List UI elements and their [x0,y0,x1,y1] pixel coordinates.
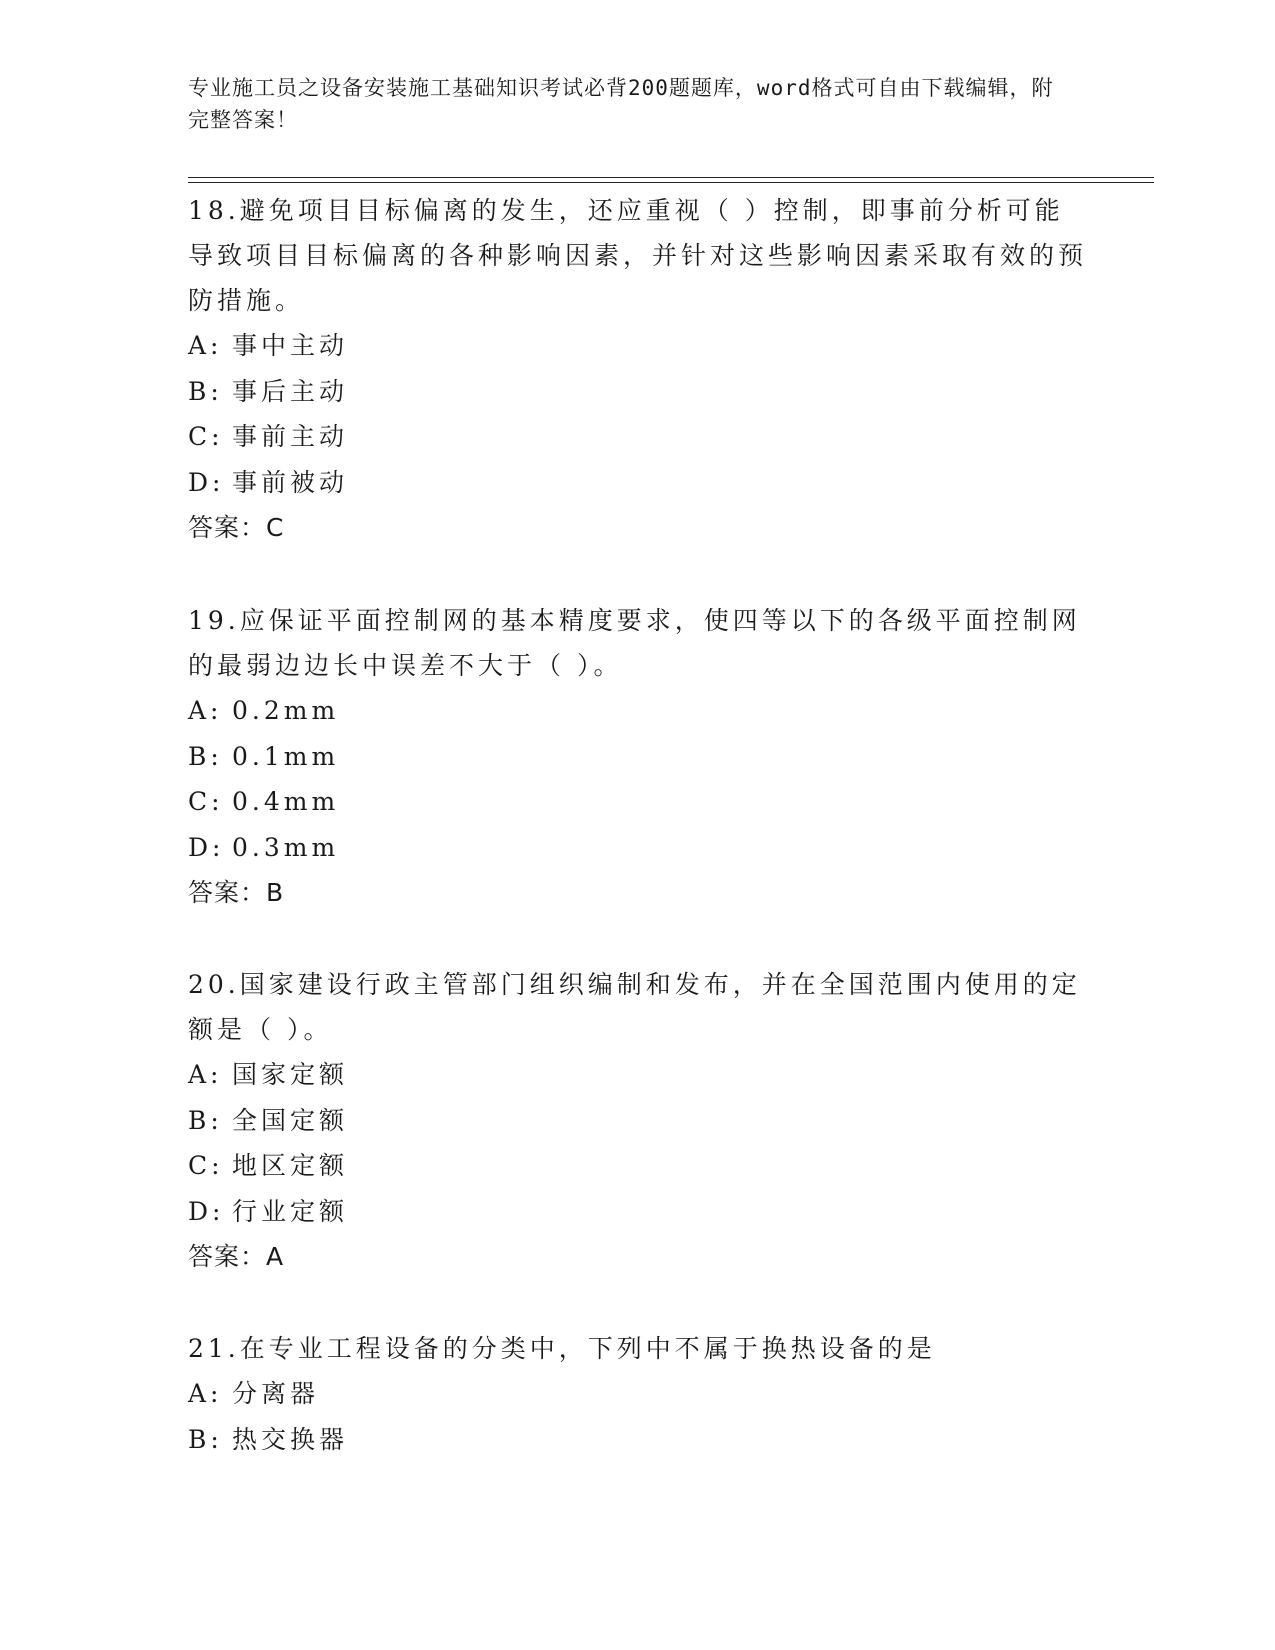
option-letter: D: [188,467,225,497]
option-text: 热交换器 [232,1424,349,1454]
option-letter: B: [188,1424,223,1454]
question-number: 19. [188,606,240,635]
option-letter: B: [188,741,223,771]
option-c [188,779,1088,825]
option-letter: C: [188,422,224,451]
option-text: 0.4mm [232,787,340,816]
option-text: 事中主动 [232,331,349,360]
question-text [188,188,1088,323]
question-20 [188,962,1088,1279]
question-stem: 国家建设行政主管部门组织编制和发布，并在全国范围内使用的定额是（ ）。 [188,970,1081,1044]
option-b [188,734,1088,780]
option-d [188,1189,1088,1235]
option-a [188,323,1088,369]
option-text: 事前被动 [232,467,349,497]
option-text: 分离器 [232,1379,320,1408]
question-stem: 在专业工程设备的分类中，下列中不属于换热设备的是 [239,1334,936,1363]
option-letter: A: [188,1379,223,1408]
option-d [188,460,1088,506]
option-text: 事后主动 [232,376,349,406]
option-letter: C: [188,1151,224,1180]
question-number: 21. [188,1334,240,1363]
option-text: 行业定额 [232,1196,349,1226]
option-b [188,369,1088,415]
option-text: 地区定额 [232,1151,349,1180]
option-text: 0.3mm [232,832,340,862]
question-number: 18. [188,196,240,225]
option-letter: A: [188,331,223,360]
option-text: 0.2mm [232,696,340,725]
option-c [188,414,1088,460]
option-text: 事前主动 [232,422,349,451]
question-text [188,962,1088,1052]
option-letter: C: [188,787,224,816]
question-stem: 应保证平面控制网的基本精度要求，使四等以下的各级平面控制网的最弱边边长中误差不大于（ ）。 [188,606,1081,680]
document-header [188,72,1068,136]
option-letter: A: [188,696,223,725]
option-a [188,688,1088,734]
question-19 [188,598,1088,915]
option-d [188,825,1088,871]
option-a [188,1371,1088,1417]
question-21 [188,1326,1088,1462]
option-letter: A: [188,1060,223,1089]
option-text: 全国定额 [232,1105,349,1135]
option-b [188,1417,1088,1463]
answer-line: 答案：A [188,1242,285,1271]
option-letter: B: [188,376,223,406]
option-text: 0.1mm [232,741,340,771]
question-number: 20. [188,970,240,999]
option-text: 国家定额 [232,1060,349,1089]
option-letter: D: [188,832,225,862]
question-18 [188,188,1088,550]
option-b [188,1098,1088,1144]
question-text [188,598,1088,688]
header-title: 专业施工员之设备安装施工基础知识考试必背200题题库，word格式可自由下载编辑，附完整答案！ [188,76,1054,132]
option-c [188,1143,1088,1189]
answer-line: 答案：B [188,878,285,907]
question-stem: 避免项目目标偏离的发生，还应重视（ ）控制，即事前分析可能导致项目目标偏离的各种影响因素，并针对这些影响因素采取有效的预防措施。 [188,196,1088,315]
option-letter: B: [188,1105,223,1135]
option-letter: D: [188,1196,225,1226]
header-divider-bottom [188,182,1154,183]
header-divider-top [188,177,1154,178]
answer-line: 答案：C [188,513,285,542]
option-a [188,1052,1088,1098]
question-text [188,1326,1088,1371]
